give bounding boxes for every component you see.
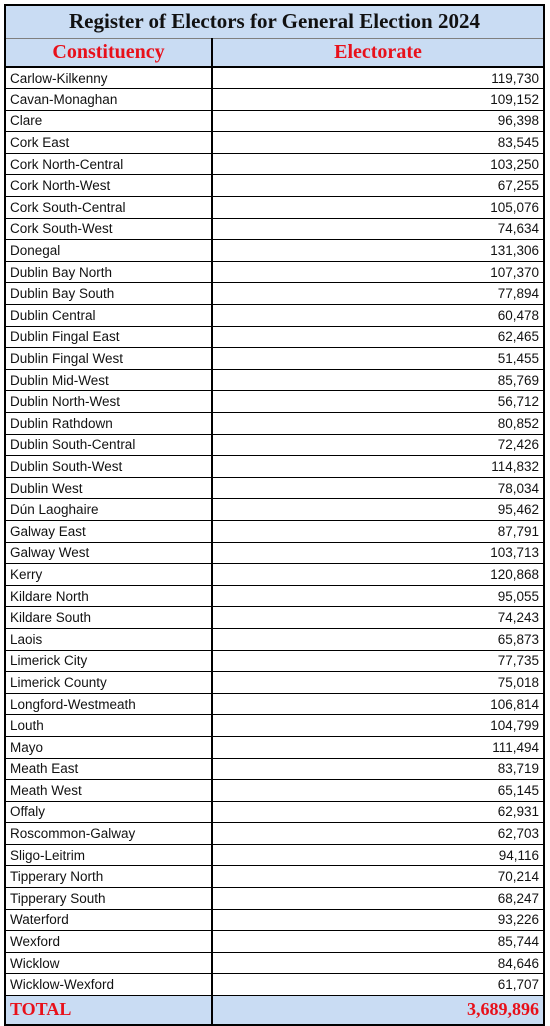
constituency-cell: Laois (6, 628, 212, 650)
table-row (6, 477, 543, 499)
electorate-cell: 77,894 (212, 283, 543, 305)
electorate-cell: 95,055 (212, 585, 543, 607)
table-row (6, 758, 543, 780)
table-row (6, 974, 543, 996)
electorate-cell: 131,306 (212, 240, 543, 262)
constituency-cell: Cork South-Central (6, 197, 212, 219)
table-row (6, 650, 543, 672)
constituency-cell: Dublin Fingal East (6, 326, 212, 348)
table-body (6, 67, 543, 996)
table-row (6, 132, 543, 154)
electorate-cell: 103,250 (212, 153, 543, 175)
electorate-cell: 80,852 (212, 413, 543, 435)
electorate-cell: 68,247 (212, 888, 543, 910)
table-row (6, 197, 543, 219)
table-row (6, 348, 543, 370)
electorate-cell: 85,744 (212, 931, 543, 953)
table-row (6, 844, 543, 866)
table-row (6, 175, 543, 197)
constituency-cell: Tipperary South (6, 888, 212, 910)
table-row (6, 693, 543, 715)
electorate-cell: 77,735 (212, 650, 543, 672)
constituency-cell: Dublin Fingal West (6, 348, 212, 370)
table-row (6, 153, 543, 175)
table-row (6, 89, 543, 111)
constituency-cell: Galway East (6, 520, 212, 542)
constituency-cell: Dublin Bay South (6, 283, 212, 305)
constituency-cell: Dún Laoghaire (6, 499, 212, 521)
table-row (6, 434, 543, 456)
header-constituency: Constituency (6, 38, 212, 67)
total-row (6, 996, 543, 1024)
electorate-cell: 74,243 (212, 607, 543, 629)
electorate-cell: 72,426 (212, 434, 543, 456)
constituency-cell: Clare (6, 110, 212, 132)
table-row (6, 801, 543, 823)
electorate-cell: 67,255 (212, 175, 543, 197)
table-row (6, 715, 543, 737)
electorate-cell: 85,769 (212, 369, 543, 391)
column-header-row (6, 38, 543, 67)
table-row (6, 456, 543, 478)
electorate-cell: 83,719 (212, 758, 543, 780)
title-row (6, 6, 543, 38)
constituency-cell: Wicklow (6, 952, 212, 974)
constituency-cell: Limerick County (6, 672, 212, 694)
electorate-cell: 103,713 (212, 542, 543, 564)
electors-table (6, 6, 543, 1024)
constituency-cell: Dublin Central (6, 305, 212, 327)
constituency-cell: Dublin Rathdown (6, 413, 212, 435)
table-row (6, 931, 543, 953)
electorate-cell: 62,931 (212, 801, 543, 823)
constituency-cell: Cork North-West (6, 175, 212, 197)
constituency-cell: Wexford (6, 931, 212, 953)
constituency-cell: Dublin South-West (6, 456, 212, 478)
table-row (6, 823, 543, 845)
table-row (6, 909, 543, 931)
constituency-cell: Kerry (6, 564, 212, 586)
table-row (6, 110, 543, 132)
constituency-cell: Waterford (6, 909, 212, 931)
constituency-cell: Kildare North (6, 585, 212, 607)
constituency-cell: Galway West (6, 542, 212, 564)
total-label: TOTAL (6, 996, 212, 1024)
constituency-cell: Cork East (6, 132, 212, 154)
constituency-cell: Dublin South-Central (6, 434, 212, 456)
table-title: Register of Electors for General Election 2024 (6, 6, 543, 38)
table-row (6, 499, 543, 521)
constituency-cell: Wicklow-Wexford (6, 974, 212, 996)
constituency-cell: Cork South-West (6, 218, 212, 240)
table-row (6, 607, 543, 629)
table-row (6, 888, 543, 910)
constituency-cell: Donegal (6, 240, 212, 262)
electorate-cell: 106,814 (212, 693, 543, 715)
electorate-cell: 65,873 (212, 628, 543, 650)
constituency-cell: Dublin Bay North (6, 261, 212, 283)
electorate-cell: 51,455 (212, 348, 543, 370)
table-row (6, 391, 543, 413)
constituency-cell: Louth (6, 715, 212, 737)
constituency-cell: Mayo (6, 736, 212, 758)
constituency-cell: Dublin Mid-West (6, 369, 212, 391)
electorate-cell: 105,076 (212, 197, 543, 219)
electorate-cell: 111,494 (212, 736, 543, 758)
electorate-cell: 107,370 (212, 261, 543, 283)
constituency-cell: Cork North-Central (6, 153, 212, 175)
electorate-cell: 87,791 (212, 520, 543, 542)
electorate-cell: 56,712 (212, 391, 543, 413)
table-row (6, 585, 543, 607)
table-row (6, 261, 543, 283)
total-value: 3,689,896 (212, 996, 543, 1024)
electorate-cell: 104,799 (212, 715, 543, 737)
electorate-cell: 96,398 (212, 110, 543, 132)
constituency-cell: Offaly (6, 801, 212, 823)
constituency-cell: Tipperary North (6, 866, 212, 888)
table-row (6, 218, 543, 240)
electorate-cell: 74,634 (212, 218, 543, 240)
table-row (6, 866, 543, 888)
table-row (6, 520, 543, 542)
table-row (6, 952, 543, 974)
electorate-cell: 119,730 (212, 67, 543, 89)
table-row (6, 628, 543, 650)
electorate-cell: 109,152 (212, 89, 543, 111)
header-electorate: Electorate (212, 38, 543, 67)
electorate-cell: 65,145 (212, 780, 543, 802)
electorate-cell: 114,832 (212, 456, 543, 478)
table-row (6, 67, 543, 89)
electorate-cell: 60,478 (212, 305, 543, 327)
table-row (6, 780, 543, 802)
constituency-cell: Carlow-Kilkenny (6, 67, 212, 89)
electorate-cell: 78,034 (212, 477, 543, 499)
table-row (6, 240, 543, 262)
table-row (6, 542, 543, 564)
table-row (6, 672, 543, 694)
electorate-cell: 93,226 (212, 909, 543, 931)
electorate-cell: 120,868 (212, 564, 543, 586)
constituency-cell: Kildare South (6, 607, 212, 629)
constituency-cell: Cavan-Monaghan (6, 89, 212, 111)
table-row (6, 283, 543, 305)
constituency-cell: Meath West (6, 780, 212, 802)
table-row (6, 369, 543, 391)
table-row (6, 564, 543, 586)
table-row (6, 305, 543, 327)
electorate-cell: 75,018 (212, 672, 543, 694)
electorate-cell: 62,465 (212, 326, 543, 348)
electorate-cell: 95,462 (212, 499, 543, 521)
electors-register-sheet (4, 4, 545, 1026)
constituency-cell: Limerick City (6, 650, 212, 672)
constituency-cell: Dublin North-West (6, 391, 212, 413)
electorate-cell: 62,703 (212, 823, 543, 845)
constituency-cell: Sligo-Leitrim (6, 844, 212, 866)
electorate-cell: 61,707 (212, 974, 543, 996)
electorate-cell: 94,116 (212, 844, 543, 866)
electorate-cell: 83,545 (212, 132, 543, 154)
table-row (6, 326, 543, 348)
constituency-cell: Dublin West (6, 477, 212, 499)
constituency-cell: Meath East (6, 758, 212, 780)
electorate-cell: 84,646 (212, 952, 543, 974)
table-row (6, 413, 543, 435)
constituency-cell: Roscommon-Galway (6, 823, 212, 845)
constituency-cell: Longford-Westmeath (6, 693, 212, 715)
table-row (6, 736, 543, 758)
electorate-cell: 70,214 (212, 866, 543, 888)
